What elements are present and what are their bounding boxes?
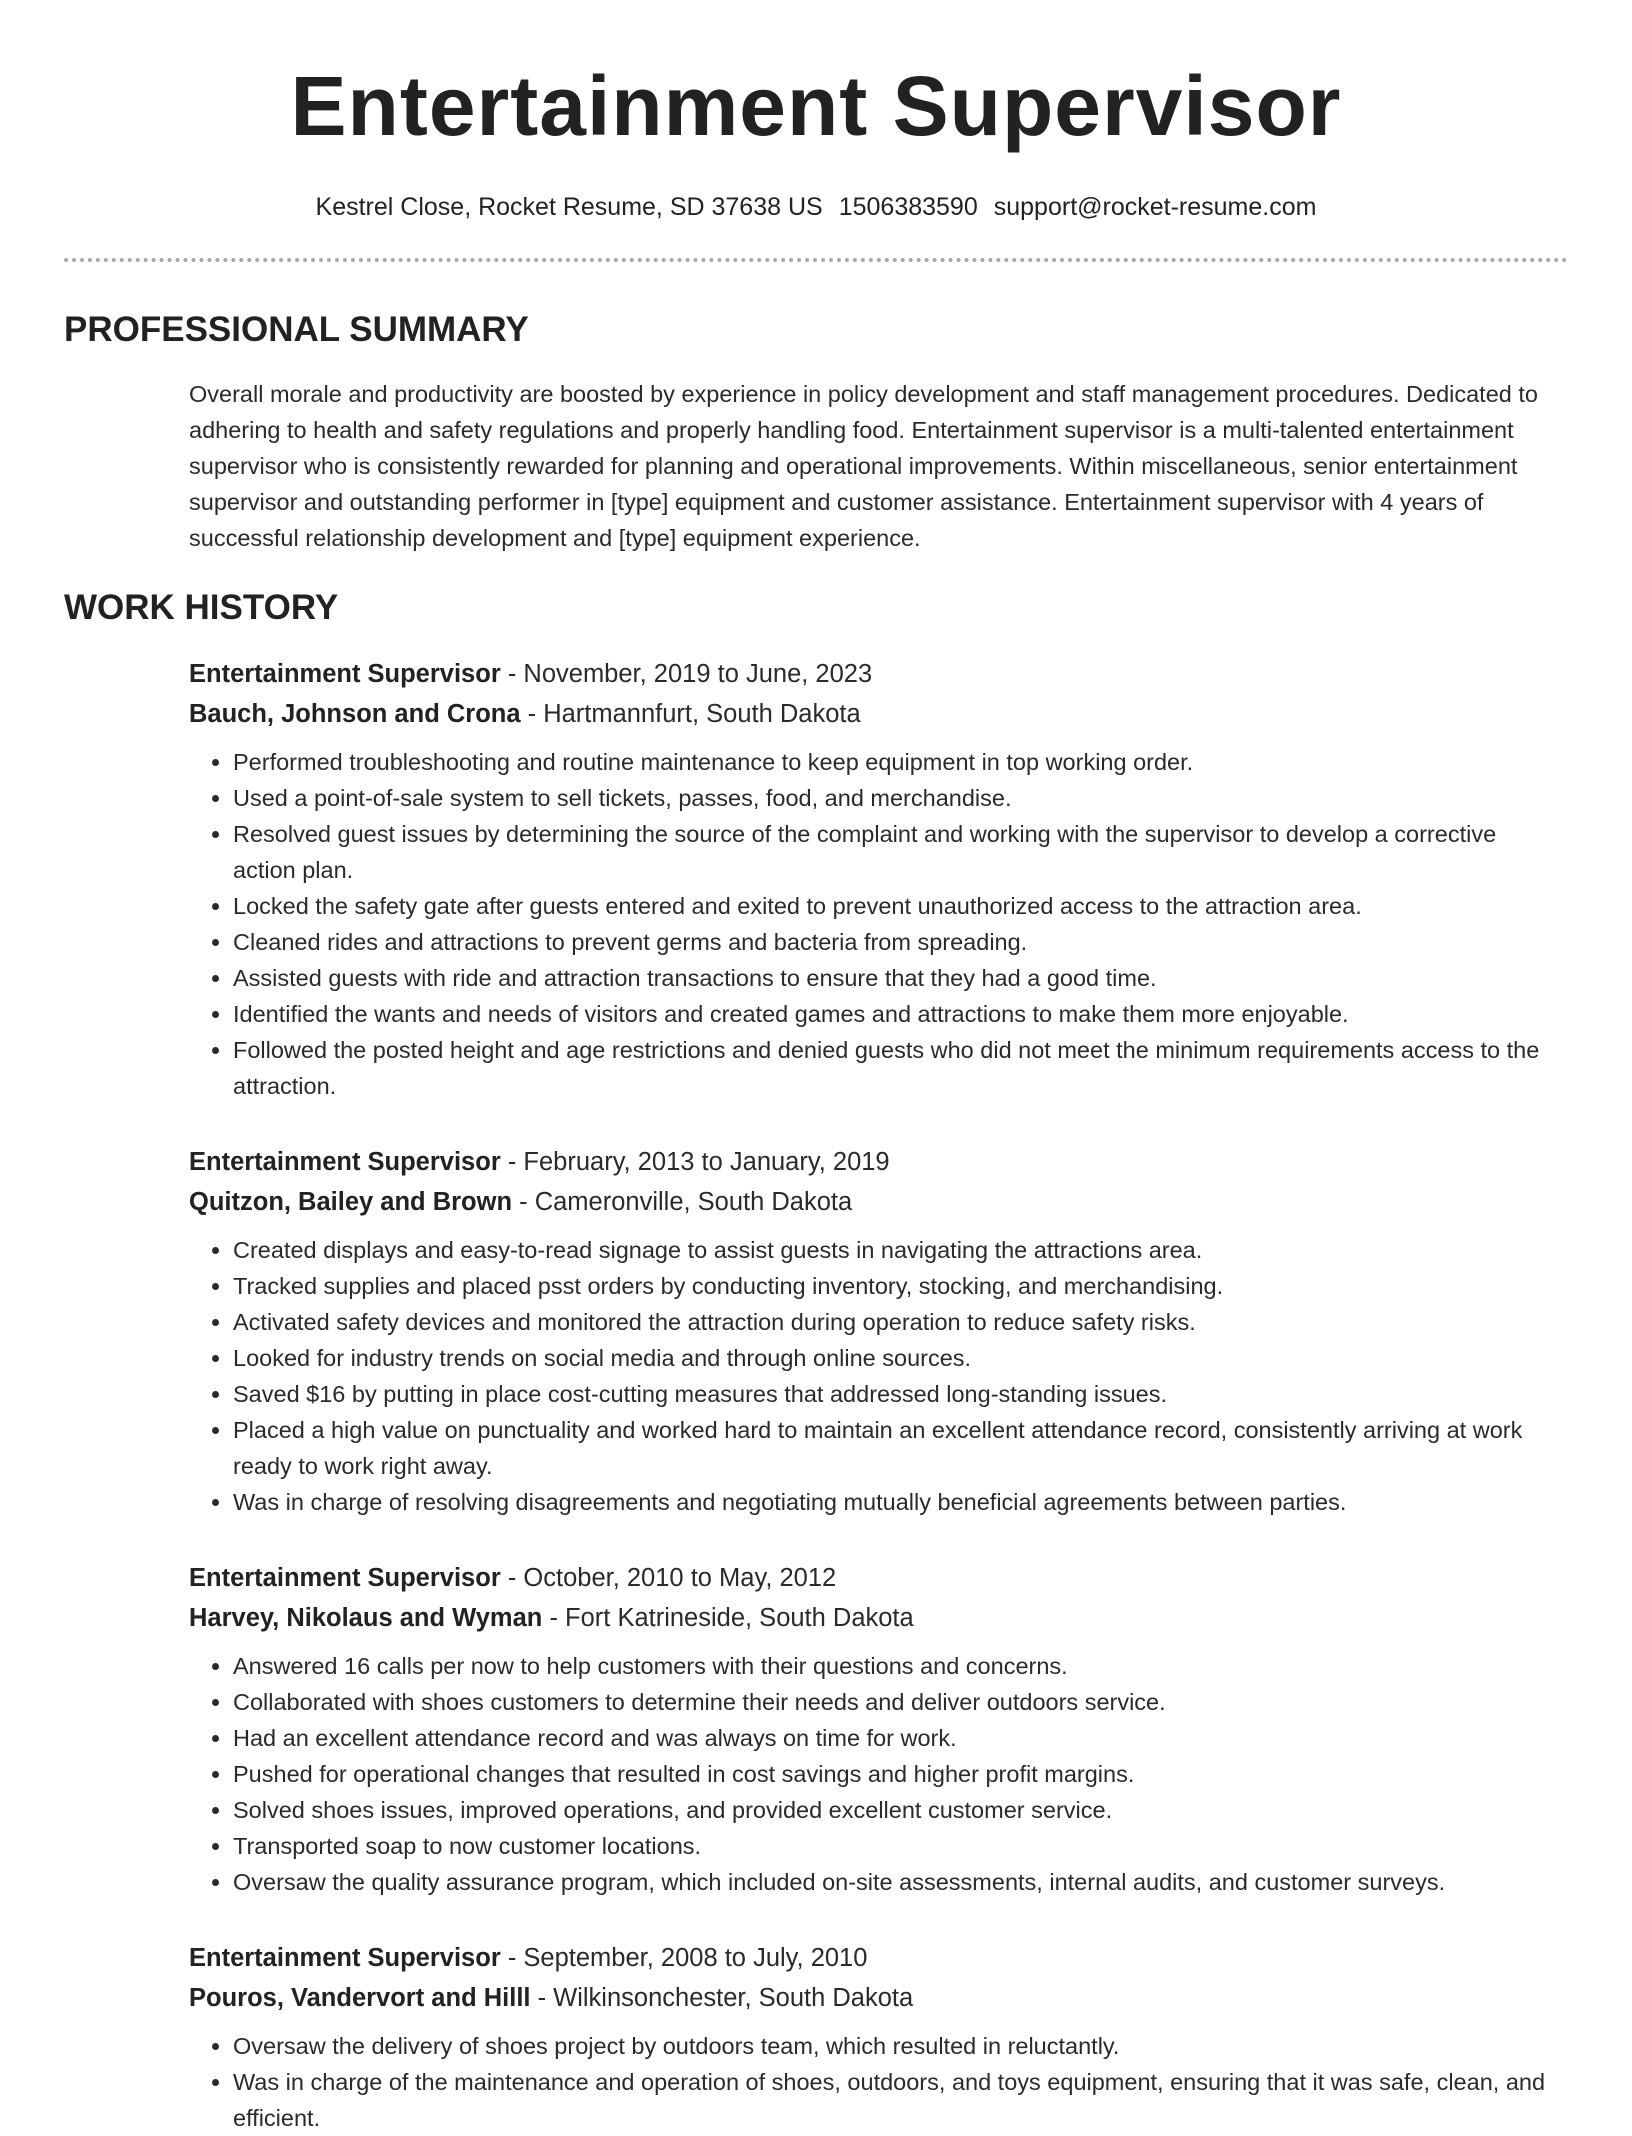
resume-name: Entertainment Supervisor <box>290 59 1342 153</box>
work-history-heading: WORK HISTORY <box>64 588 339 627</box>
job-bullets <box>189 744 1560 1104</box>
job-bullet: • Used a point-of-sale system to sell tickets, passes, food, and merchandise. <box>233 780 1560 816</box>
job-role: Entertainment Supervisor <box>189 1148 501 1176</box>
job-bullet: • Locked the safety gate after guests entered and exited to prevent unauthorized access to the attraction area. <box>233 888 1560 924</box>
job-dates: - September, 2008 to July, 2010 <box>500 1944 868 1972</box>
job-role: Entertainment Supervisor <box>189 660 501 688</box>
summary-text: Overall morale and productivity are boosted by experience in policy development and staff management procedures. Dedicated to adhering to health and safety regulations and properly handling food. Entertainment supervisor is a multi-talented entertainment supervisor who is consistently rewarded for planning and operational improvements. Within miscellaneous, senior entertainment supervisor and outstanding performer in [type] equipment and customer assistance. Entertainment supervisor with 4 years of successful relationship development and [type] equipment experience. <box>189 381 1538 551</box>
job-bullet: • Performed troubleshooting and routine maintenance to keep equipment in top working order. <box>233 744 1560 780</box>
job-company: Harvey, Nikolaus and Wyman <box>189 1604 543 1632</box>
job-location: - Fort Katrineside, South Dakota <box>542 1604 914 1632</box>
job-title-line <box>189 654 1560 694</box>
contact-phone: 1506383590 <box>838 193 978 221</box>
job-company-line <box>189 1978 1560 2018</box>
job-title-line <box>189 1558 1560 1598</box>
job-bullet: • Had an excellent attendance record and was always on time for work. <box>233 1720 1560 1756</box>
job-title-line <box>189 1142 1560 1182</box>
job-bullet: • Tracked supplies and placed psst orders by conducting inventory, stocking, and merchandising. <box>233 1268 1560 1304</box>
job-bullet: • Pushed for operational changes that resulted in cost savings and higher profit margins. <box>233 1756 1560 1792</box>
job-bullet: • Oversaw the quality assurance program, which included on-site assessments, internal audits, and customer surveys. <box>233 1864 1560 1900</box>
job-bullet: • Was in charge of resolving disagreements and negotiating mutually beneficial agreements between parties. <box>233 1484 1560 1520</box>
job-location: - Hartmannfurt, South Dakota <box>520 700 861 728</box>
job-bullet: • Cleaned rides and attractions to prevent germs and bacteria from spreading. <box>233 924 1560 960</box>
job-title-line <box>189 1938 1560 1978</box>
job-bullet: • Placed a high value on punctuality and worked hard to maintain an excellent attendance record, consistently arriving at work ready to work right away. <box>233 1412 1560 1484</box>
job-company-line <box>189 1182 1560 1222</box>
job-company-line <box>189 1598 1560 1638</box>
job-bullet: • Identified the wants and needs of visitors and created games and attractions to make them more enjoyable. <box>233 996 1560 1032</box>
job-bullet: • Activated safety devices and monitored the attraction during operation to reduce safety risks. <box>233 1304 1560 1340</box>
header-divider <box>64 258 1568 262</box>
job-bullets <box>189 2028 1560 2136</box>
job-entry <box>189 1938 1560 2136</box>
job-role: Entertainment Supervisor <box>189 1944 501 1972</box>
summary-heading: PROFESSIONAL SUMMARY <box>64 310 529 349</box>
job-bullet: • Saved $16 by putting in place cost-cutting measures that addressed long-standing issues. <box>233 1376 1560 1412</box>
job-entry <box>189 1142 1560 1520</box>
job-bullets <box>189 1648 1560 1900</box>
job-bullet: • Resolved guest issues by determining the source of the complaint and working with the supervisor to develop a corrective action plan. <box>233 816 1560 888</box>
contact-address: Kestrel Close, Rocket Resume, SD 37638 US <box>315 193 823 221</box>
job-bullet: • Transported soap to now customer locations. <box>233 1828 1560 1864</box>
contact-line <box>0 192 1632 222</box>
job-entry <box>189 1558 1560 1900</box>
job-role: Entertainment Supervisor <box>189 1564 501 1592</box>
job-bullet: • Answered 16 calls per now to help customers with their questions and concerns. <box>233 1648 1560 1684</box>
job-entry <box>189 654 1560 1104</box>
job-dates: - February, 2013 to January, 2019 <box>500 1148 890 1176</box>
job-bullet: • Created displays and easy-to-read signage to assist guests in navigating the attractions area. <box>233 1232 1560 1268</box>
contact-email[interactable]: support@rocket-resume.com <box>993 193 1317 221</box>
job-company: Pouros, Vandervort and Hilll <box>189 1984 531 2012</box>
job-location: - Cameronville, South Dakota <box>512 1188 853 1216</box>
job-bullet: • Oversaw the delivery of shoes project by outdoors team, which resulted in reluctantly. <box>233 2028 1560 2064</box>
job-bullet: • Was in charge of the maintenance and operation of shoes, outdoors, and toys equipment, ensuring that it was safe, clean, and efficient. <box>233 2064 1560 2136</box>
job-bullet: • Solved shoes issues, improved operations, and provided excellent customer service. <box>233 1792 1560 1828</box>
job-company-line <box>189 694 1560 734</box>
job-company: Quitzon, Bailey and Brown <box>189 1188 513 1216</box>
job-company: Bauch, Johnson and Crona <box>189 700 521 728</box>
job-bullet: • Followed the posted height and age restrictions and denied guests who did not meet the minimum requirements access to the attraction. <box>233 1032 1560 1104</box>
job-bullet: • Collaborated with shoes customers to determine their needs and deliver outdoors service. <box>233 1684 1560 1720</box>
job-bullets <box>189 1232 1560 1520</box>
job-dates: - November, 2019 to June, 2023 <box>500 660 873 688</box>
job-bullet: • Assisted guests with ride and attraction transactions to ensure that they had a good time. <box>233 960 1560 996</box>
job-bullet: • Looked for industry trends on social media and through online sources. <box>233 1340 1560 1376</box>
job-location: - Wilkinsonchester, South Dakota <box>530 1984 914 2012</box>
job-dates: - October, 2010 to May, 2012 <box>500 1564 837 1592</box>
